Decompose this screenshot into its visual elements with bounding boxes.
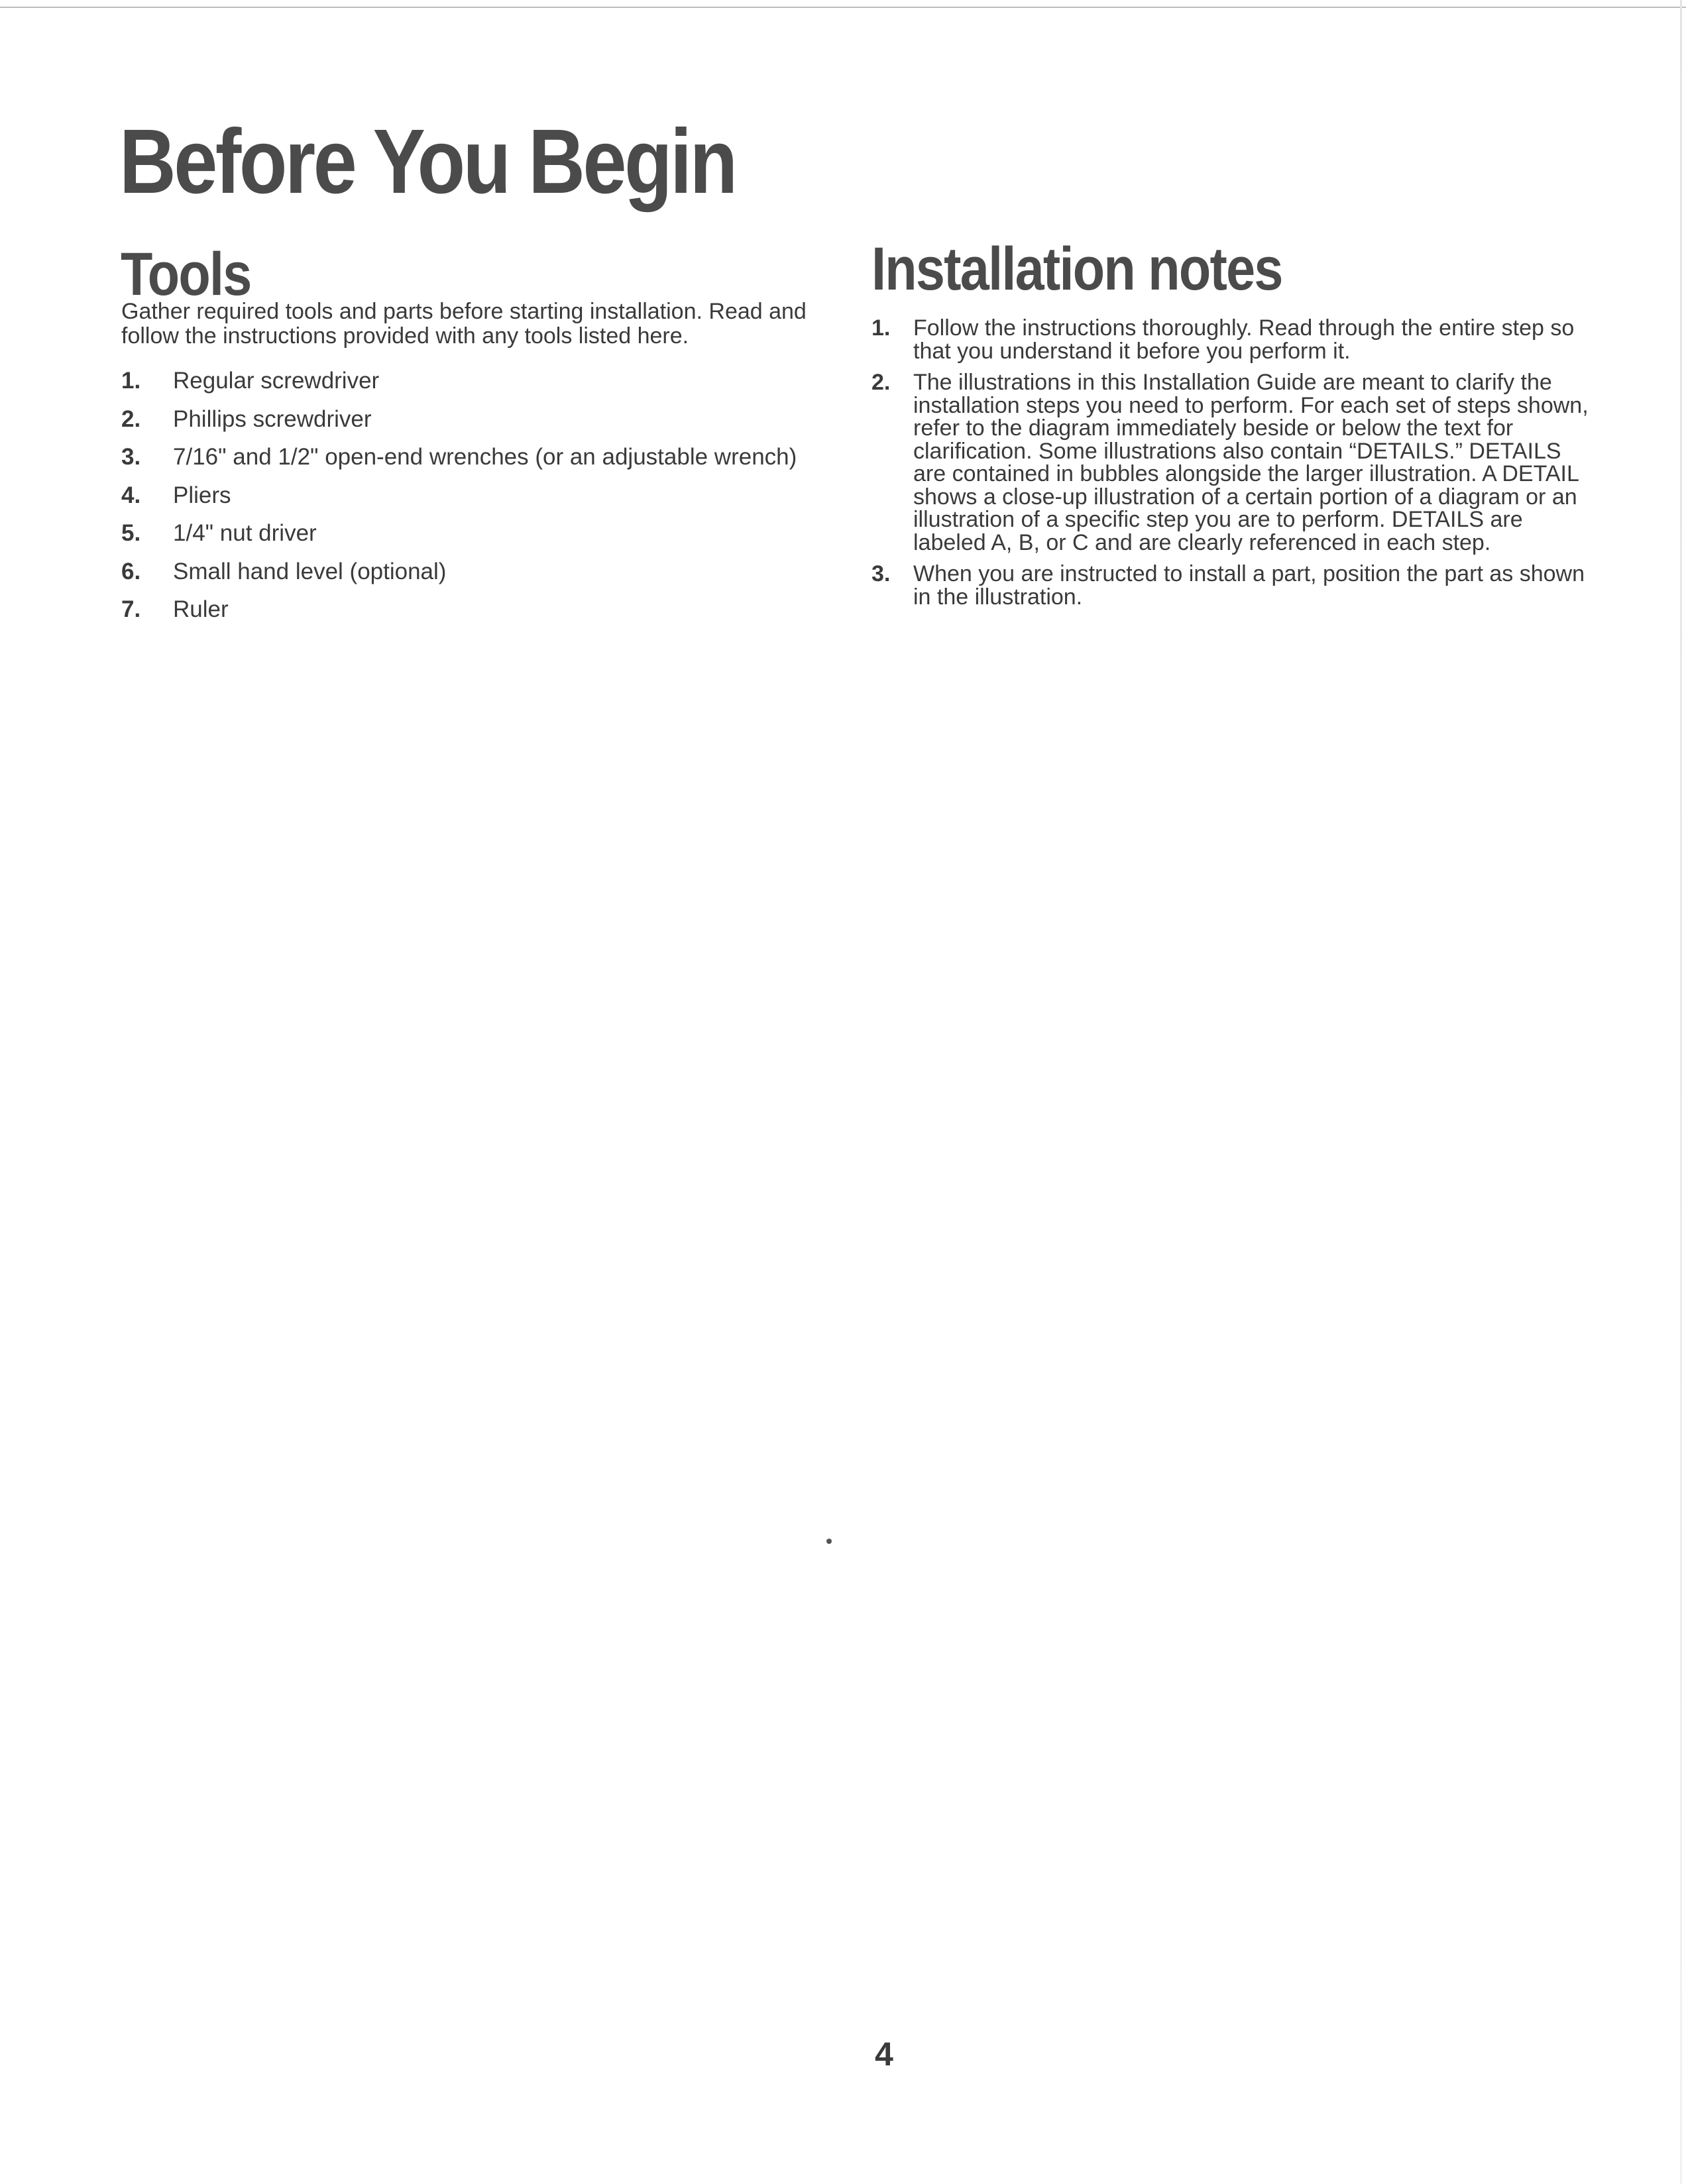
item-text: 7/16" and 1/2" open-end wrenches (or an adjustable wrench) <box>173 444 797 470</box>
item-text: Small hand level (optional) <box>173 558 447 584</box>
item-number: 6. <box>121 558 141 584</box>
item-number: 2. <box>121 406 141 432</box>
item-text: Follow the instructions thoroughly. Read through the entire step so that you understand it before you perform it. <box>913 315 1575 364</box>
list-item <box>871 563 1594 608</box>
item-text: Phillips screwdriver <box>173 406 372 432</box>
item-text: 1/4" nut driver <box>173 520 317 546</box>
list-item <box>871 317 1594 362</box>
page-right-edge <box>1680 0 1682 2184</box>
item-number: 2. <box>871 370 891 395</box>
list-item <box>121 368 870 406</box>
list-item <box>121 559 870 597</box>
installation-notes-list <box>871 317 1594 617</box>
list-item <box>121 482 870 521</box>
list-item <box>121 406 870 445</box>
item-text: Regular screwdriver <box>173 368 380 394</box>
tools-list <box>121 368 870 635</box>
item-text: The illustrations in this Installation Guide are meant to clarify the installation steps you need to perform. For each set of steps shown, refer to the diagram immediately beside or below the text for clarification. Some illustrations also contain “DETAILS.” DETAILS are contained in bubbles alongside the larger illustration. A DETAIL shows a close-up illustration of a certain portion of a diagram or an illustration of a specific step you are to perform. DETAILS are labeled A, B, or C and are clearly referenced in each step. <box>913 370 1589 555</box>
item-number: 5. <box>121 520 141 546</box>
item-text: Ruler <box>173 596 229 622</box>
item-number: 3. <box>121 444 141 470</box>
item-text: Pliers <box>173 482 231 508</box>
item-number: 4. <box>121 482 141 508</box>
page-number: 4 <box>875 2036 893 2073</box>
list-item <box>871 371 1594 554</box>
list-item <box>121 444 870 482</box>
tools-intro: Gather required tools and parts before starting installation. Read and follow the instructions provided with any tools listed here. <box>121 299 807 349</box>
item-text: When you are instructed to install a part, position the part as shown in the illustration. <box>913 561 1585 610</box>
page-title: Before You Begin <box>119 111 736 213</box>
item-number: 1. <box>121 368 141 394</box>
page-top-edge <box>0 7 1686 8</box>
scan-speck <box>826 1539 832 1544</box>
installation-notes-heading: Installation notes <box>871 235 1282 303</box>
item-number: 1. <box>871 315 891 341</box>
item-number: 7. <box>121 596 141 622</box>
tools-heading: Tools <box>121 241 251 308</box>
item-number: 3. <box>871 561 891 586</box>
list-item <box>121 596 870 635</box>
list-item <box>121 520 870 559</box>
